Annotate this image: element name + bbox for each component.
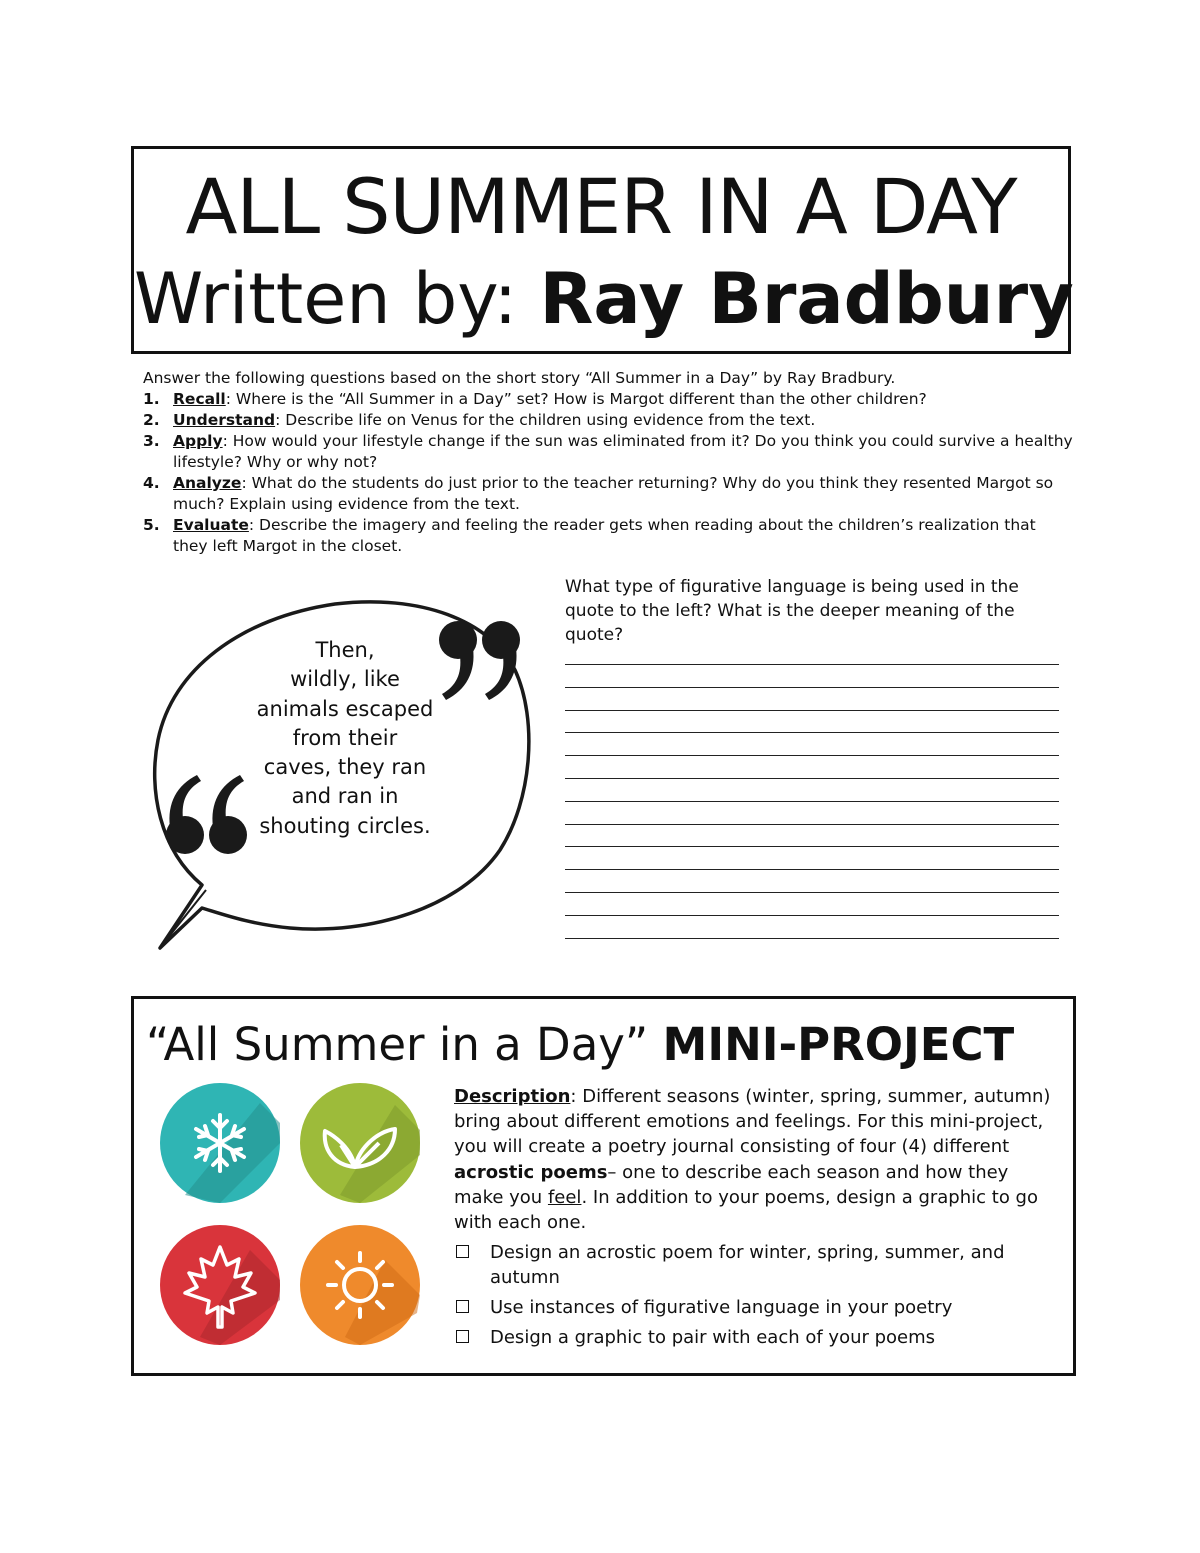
checklist-item	[454, 1240, 1069, 1290]
question-item	[143, 515, 1073, 557]
author-line	[134, 253, 1074, 345]
quote-line: Then,	[315, 638, 375, 662]
sun-icon	[300, 1225, 420, 1345]
question-text: : How would your lifestyle change if the sun was eliminated from it? Do you think you could survive a healthy lifestyle? Why or why not?	[173, 432, 1073, 471]
quote-line: from their	[292, 725, 398, 750]
snowflake-icon	[160, 1083, 280, 1203]
description-text: : Different seasons (winter, spring, summer, autumn) bring about different emotions and feelings. For this mini-project, you will create a poetry journal consisting of four (4) different	[454, 1086, 1051, 1158]
answer-line[interactable]	[565, 869, 1059, 870]
question-text: : What do the students do just prior to the teacher returning? Why do you think they resented Margot so much? Explain using evidence from the text.	[173, 474, 1054, 513]
quote-text	[232, 636, 458, 841]
question-item	[143, 389, 1073, 410]
description-label: Description	[454, 1086, 571, 1107]
question-keyword: Evaluate	[173, 516, 249, 534]
question-number: 1.	[143, 390, 160, 408]
question-keyword: Recall	[173, 390, 226, 408]
question-text: : Describe the imagery and feeling the reader gets when reading about the children’s realization that they left Margot in the closet.	[173, 516, 1036, 555]
answer-line[interactable]	[565, 938, 1059, 939]
question-number: 4.	[143, 474, 160, 492]
description-bold: acrostic poems	[454, 1161, 608, 1183]
project-title-bold: MINI-PROJECT	[662, 1018, 1015, 1071]
answer-line[interactable]	[565, 710, 1059, 711]
question-item	[143, 410, 1073, 431]
project-title-prefix: “All Summer in a Day”	[146, 1018, 663, 1071]
description-text: – one to describe each season and how they make you	[454, 1161, 1009, 1208]
leaves-icon	[300, 1083, 420, 1203]
checkbox-icon[interactable]	[456, 1300, 469, 1313]
answer-line[interactable]	[565, 755, 1059, 756]
questions-intro: Answer the following questions based on the short story “All Summer in a Day” by Ray Bradbury.	[143, 369, 896, 387]
questions-section	[143, 368, 1073, 557]
question-item	[143, 431, 1073, 473]
description-text: . In addition to your poems, design a graphic to go with each one.	[454, 1186, 1038, 1234]
figurative-question: What type of figurative language is being used in the quote to the left? What is the deeper meaning of the quote?	[565, 577, 1019, 645]
quote-line: caves, they ran	[263, 755, 427, 780]
quote-line: shouting circles.	[259, 813, 431, 838]
question-keyword: Apply	[173, 432, 223, 450]
answer-line[interactable]	[565, 732, 1059, 733]
answer-line[interactable]	[565, 687, 1059, 688]
answer-line[interactable]	[565, 846, 1059, 847]
project-description	[454, 1084, 1062, 1235]
checklist-text: Design an acrostic poem for winter, spring, summer, and autumn	[490, 1242, 1005, 1288]
author-name: Ray Bradbury	[539, 258, 1074, 340]
quote-line: and ran in	[291, 784, 399, 809]
answer-line[interactable]	[565, 915, 1059, 916]
answer-lines[interactable]	[565, 664, 1059, 960]
maple-leaf-icon	[160, 1225, 280, 1345]
quote-line: animals escaped	[256, 696, 434, 721]
answer-line[interactable]	[565, 778, 1059, 779]
author-prefix: Written by:	[134, 258, 540, 340]
question-item	[143, 473, 1073, 515]
story-title: ALL SUMMER IN A DAY	[185, 162, 1017, 251]
checklist-text: Use instances of figurative language in your poetry	[490, 1297, 953, 1318]
checkbox-icon[interactable]	[456, 1245, 469, 1258]
checklist-text: Design a graphic to pair with each of your poems	[490, 1327, 936, 1348]
quote-line: wildly, like	[290, 667, 400, 692]
question-list	[143, 389, 1073, 557]
title-box	[131, 146, 1074, 354]
answer-line[interactable]	[565, 664, 1059, 665]
question-keyword: Analyze	[173, 474, 242, 492]
question-text: : Where is the “All Summer in a Day” set? How is Margot different than the other children?	[225, 390, 927, 408]
question-number: 2.	[143, 411, 160, 429]
checklist-item	[454, 1325, 1069, 1350]
question-number: 5.	[143, 516, 160, 534]
checkbox-icon[interactable]	[456, 1330, 469, 1343]
project-title	[146, 1015, 1014, 1075]
answer-line[interactable]	[565, 892, 1059, 893]
checklist-item	[454, 1295, 1069, 1320]
description-feel: feel	[547, 1186, 582, 1208]
project-checklist	[454, 1240, 1069, 1355]
question-keyword: Understand	[173, 411, 276, 429]
question-text: : Describe life on Venus for the children using evidence from the text.	[275, 411, 816, 429]
answer-line[interactable]	[565, 824, 1059, 825]
answer-line[interactable]	[565, 801, 1059, 802]
seasons-graphic	[155, 1075, 430, 1353]
question-number: 3.	[143, 432, 160, 450]
